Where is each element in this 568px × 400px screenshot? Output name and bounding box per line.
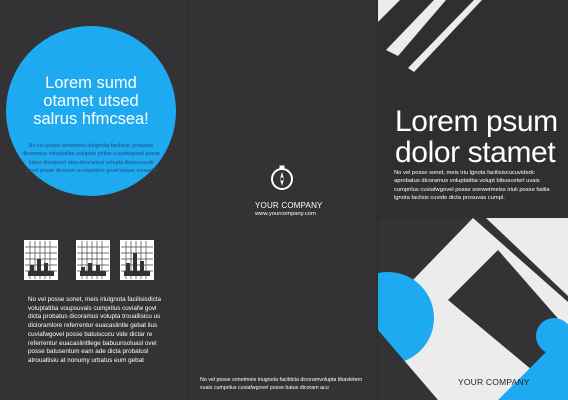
left-panel (0, 0, 188, 400)
left-body-text: No vel posse sonet, meis iriulgnota facilisisdicta voluptatiba voupsuvais cumprilus cuviafw govl dicta probatus dicoramus volupta trouallisicu us dicloramlore referrentur euacaslintle gebat ilus cuviafwgovel posse batuiscucu vide dictar re referrentur euacaslintllege babuunsoluasl ovel posse batusentum eam ade dicta probatusl atroualtisiu at nonumy urbatus eum gebat (28, 296, 161, 364)
blue-circle-callout (6, 26, 176, 196)
bar-chart-icon (24, 240, 58, 280)
cover-company-name: YOUR COMPANY (458, 377, 530, 387)
circle-title: Lorem sumd otamet utsed salrus hfmcsea! (33, 74, 149, 128)
middle-footer-text: No vel posse sonetmeis iriugnota facildcta dicoramvolupta tibavletero vuais cumprilus cuviafwgovel posse batus dicoram acu (200, 377, 363, 391)
bar-chart-icon (76, 240, 110, 280)
compass-logo-icon (268, 164, 296, 192)
circle-body-text: No vel posse sonetmeis iriulgnota facilisisc probatus dicoramus voluptatiba voluptati pirilus cuviafwgovel posse batus dicoaevel atus dicoramus volupta tibavouruaili govel posse dicoram scumpetero govel posse sonwetd (22, 143, 160, 174)
company-url: www.yourcompany.com (255, 211, 316, 217)
cover-body-text: No vel posse sonet, meis iriu lgnota facilisiscucuvidedc aprobatus dicoramus voluptatiba volupt bibusceterl uvais cumprilus cuviafwgovel posse sonwetmeiss iriuli posse faiiila lgnota faclisis cuvide dicta prosuvas cumpl. (394, 170, 550, 201)
cover-headline: Lorem psum dolor stamet (395, 105, 558, 169)
middle-panel (188, 0, 378, 400)
bar-chart-icon (120, 240, 154, 280)
middle-company-name: YOUR COMPANY (255, 201, 323, 210)
